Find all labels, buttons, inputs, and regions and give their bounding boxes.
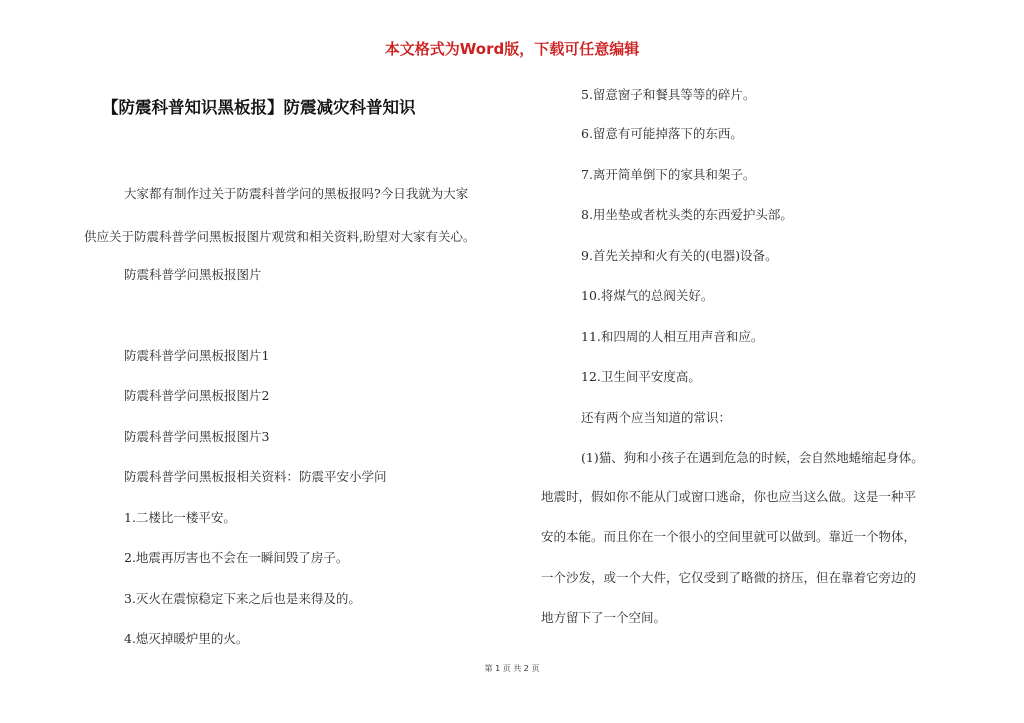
picture-caption-1: 防震科普学问黑板报图片1 [124,348,270,363]
paragraph-line-5: 地方留下了一个空间。 [541,610,667,625]
list-item-1: 1.二楼比一楼平安。 [124,510,236,525]
pictures-heading: 防震科普学问黑板报图片 [124,267,262,282]
page-number: 第 1 页 共 2 页 [484,664,540,673]
list-item-7: 7.离开简单倒下的家具和架子。 [581,167,756,182]
download-banner: 本文格式为Word版，下载可任意编辑 [384,40,640,58]
list-item-6: 6.留意有可能掉落下的东西。 [581,126,743,141]
list-item-11: 11.和四周的人相互用声音和应。 [581,329,764,344]
paragraph-line-4: 一个沙发，或一个大件，它仅受到了略微的挤压，但在靠着它旁边的 [541,570,917,585]
list-item-3: 3.灭火在震惊稳定下来之后也是来得及的。 [124,591,361,606]
list-item-5: 5.留意窗子和餐具等等的碎片。 [581,87,756,102]
paragraph-line-3: 安的本能。而且你在一个很小的空间里就可以做到。靠近一个物体， [541,529,917,544]
list-item-10: 10.将煤气的总阀关好。 [581,288,714,303]
related-materials-heading: 防震科普学问黑板报相关资料：防震平安小学问 [124,469,387,484]
intro-line-1: 大家都有制作过关于防震科普学问的黑板报吗?今日我就为大家 [124,186,469,201]
common-sense-heading: 还有两个应当知道的常识： [581,410,732,425]
list-item-4: 4.熄灭掉暖炉里的火。 [124,631,249,646]
picture-caption-2: 防震科普学问黑板报图片2 [124,388,270,403]
picture-caption-3: 防震科普学问黑板报图片3 [124,429,270,444]
list-item-9: 9.首先关掉和火有关的(电器)设备。 [581,248,778,263]
paragraph-line-1: (1)猫、狗和小孩子在遇到危急的时候，会自然地蜷缩起身体。 [581,450,924,465]
list-item-12: 12.卫生间平安度高。 [581,369,701,384]
list-item-8: 8.用坐垫或者枕头类的东西爱护头部。 [581,207,793,222]
list-item-2: 2.地震再厉害也不会在一瞬间毁了房子。 [124,550,349,565]
document-title: 【防震科普知识黑板报】防震减灾科普知识 [102,98,416,117]
intro-line-2: 供应关于防震科普学问黑板报图片观赏和相关资料,盼望对大家有关心。 [84,229,476,244]
paragraph-line-2: 地震时，假如你不能从门或窗口逃命，你也应当这么做。这是一种平 [541,489,917,504]
